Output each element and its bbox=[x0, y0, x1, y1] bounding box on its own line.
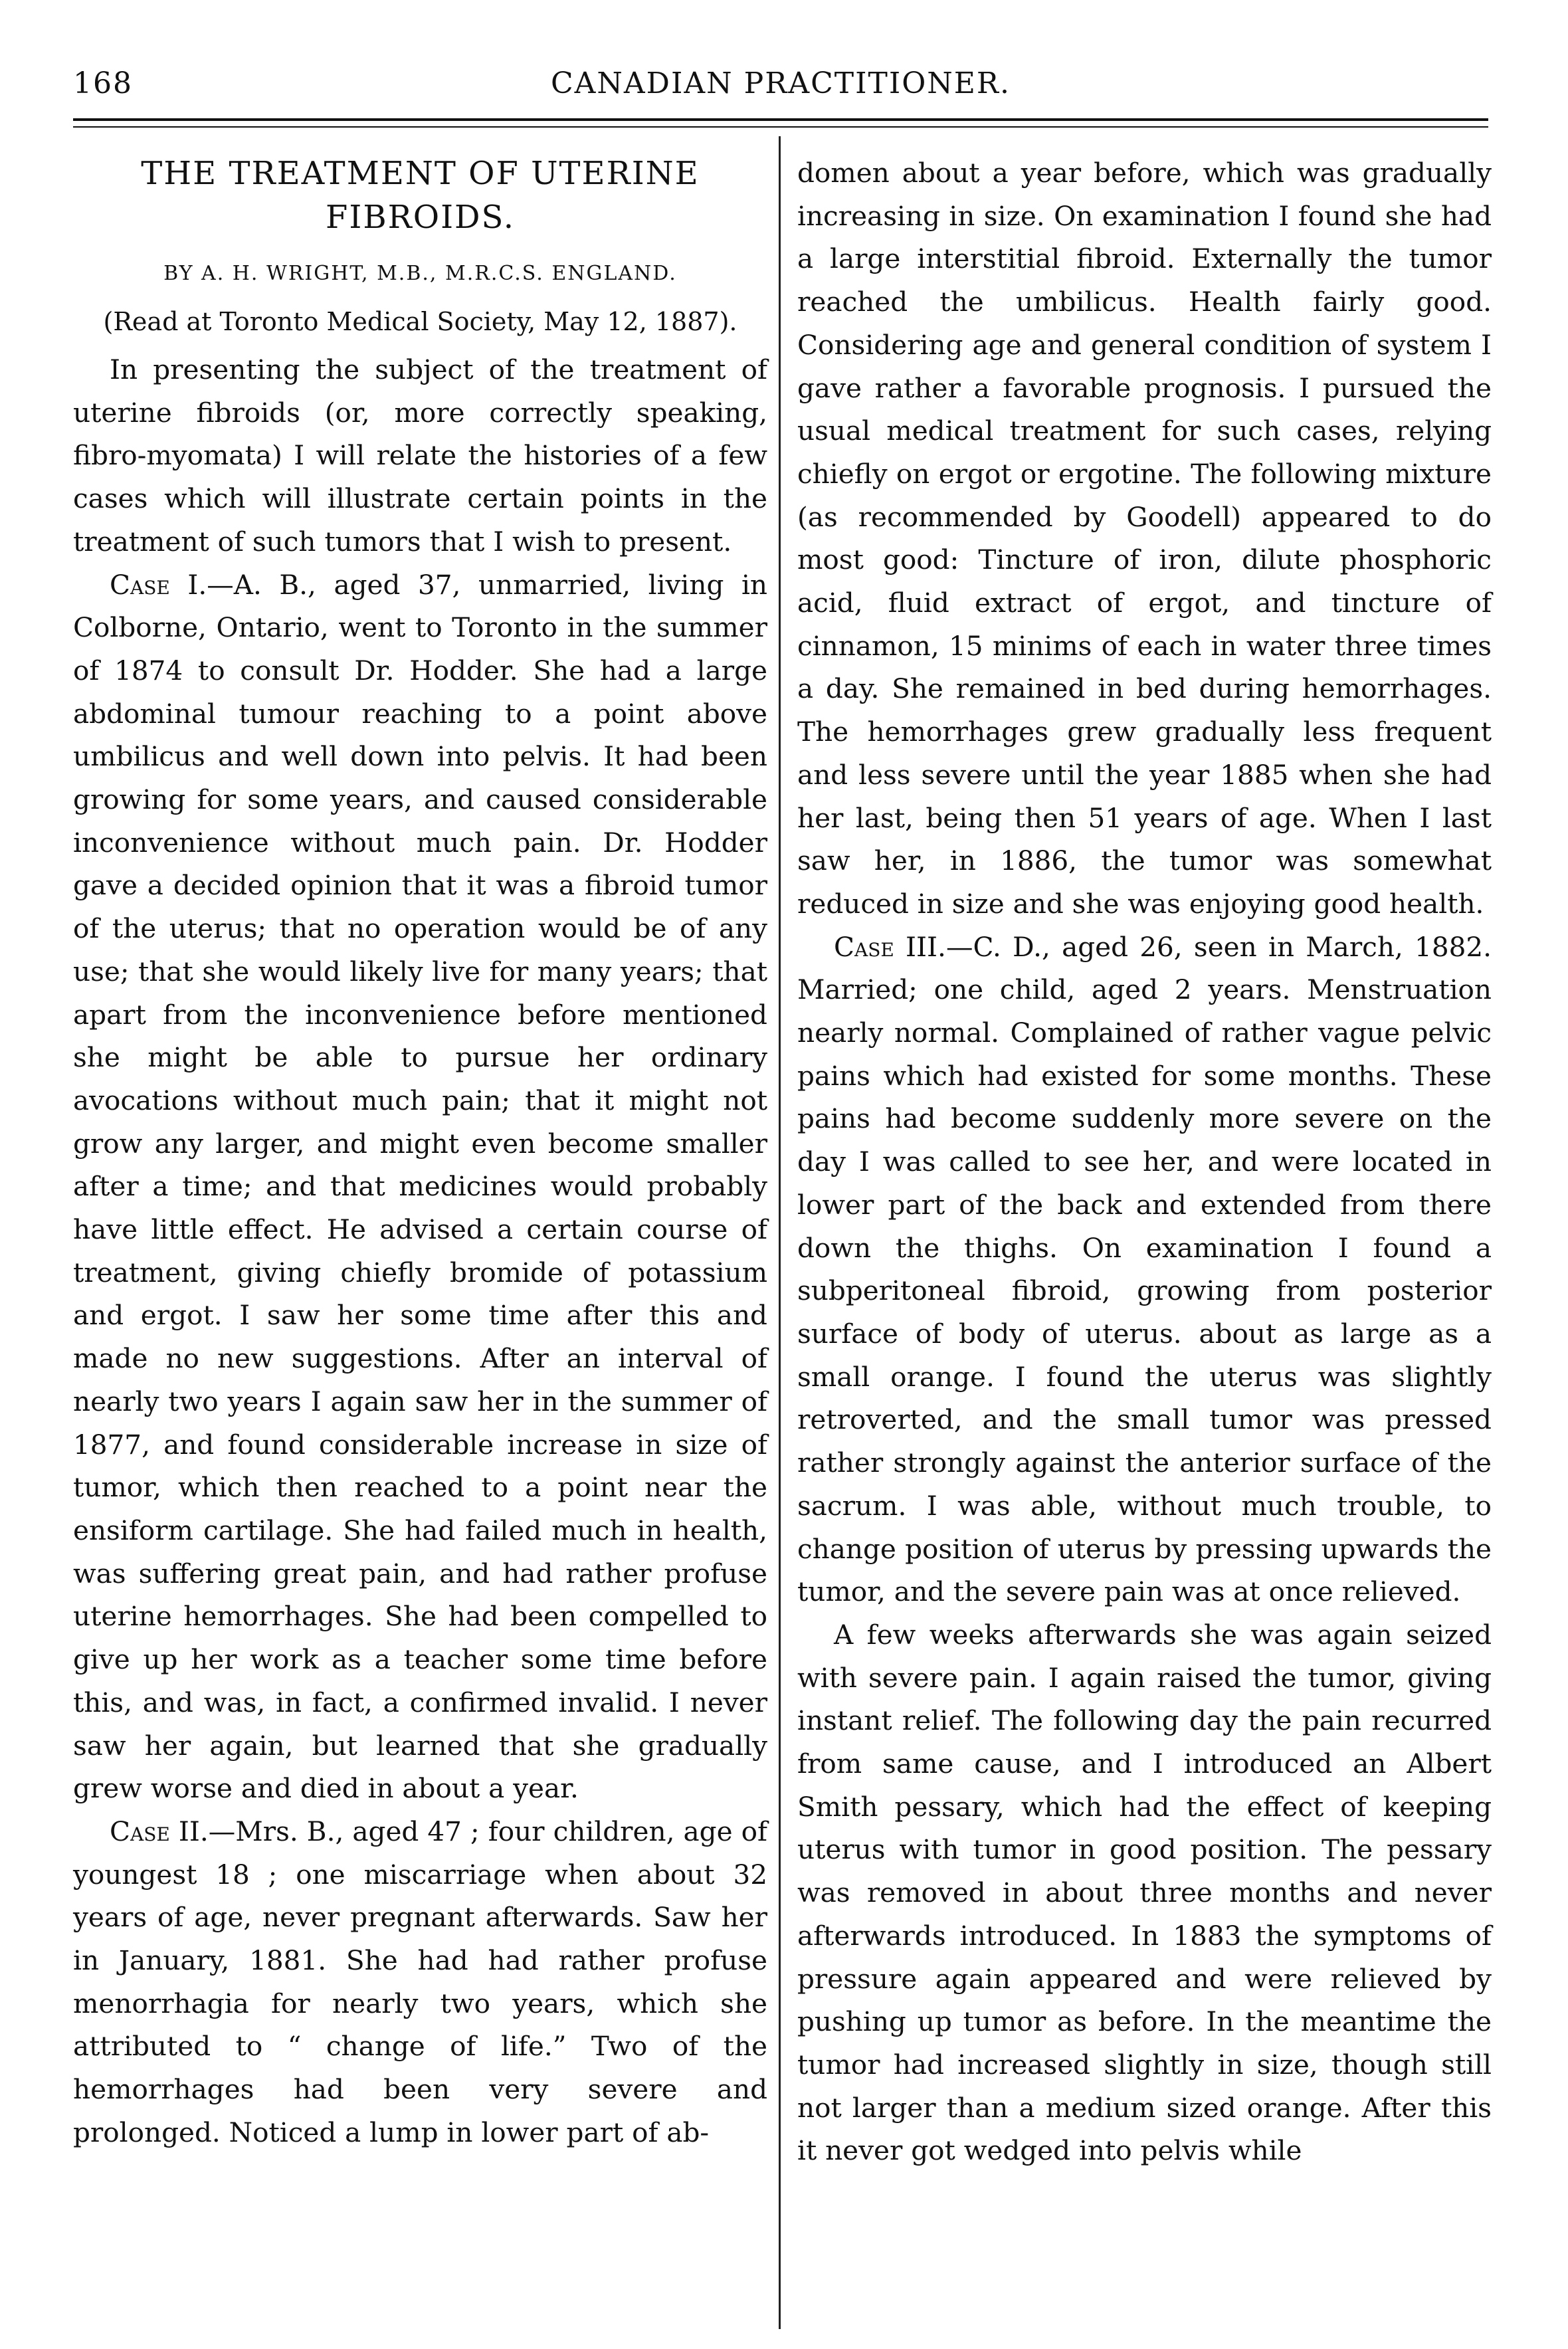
read-at-note: (Read at Toronto Medical Society, May 12, 1887). bbox=[103, 307, 737, 336]
header-rule-thick bbox=[73, 118, 1488, 121]
case2-heading: Case II. bbox=[110, 1815, 209, 1847]
case3-paragraph bbox=[797, 926, 1492, 1613]
case2-text-left: —Mrs. B., aged 47 ; four children, age of youngest 18 ; one miscarriage when about 32 years of age, never pregnant afterwards. Saw her in January, 1881. She had had rather profuse menorrhagia for nearly two years, which she attributed to “ change of life.” Two of the hemorrhages had been very severe and prolonged. Noticed a lump in lower part of ab- bbox=[73, 1815, 767, 2148]
case3-text: —C. D., aged 26, seen in March, 1882. Married; one child, aged 2 years. Menstruation nearly normal. Complained of rather vague pelvic pains which had existed for some months. These pains had become suddenly more severe on the day I was called to see her, and were located in lower part of the back and extended from there down the thighs. On examination I found a subperitoneal fibroid, growing from posterior surface of body of uterus. about as large as a small orange. I found the uterus was slightly retroverted, and the small tumor was pressed rather strongly against the anterior surface of the sacrum. I was able, without much trouble, to change position of uterus by pressing upwards the tumor, and the severe pain was at once relieved. bbox=[797, 930, 1492, 1608]
case3-followup-paragraph: A few weeks afterwards she was again seized with severe pain. I again raised the tumor, giving instant relief. The following day the pain recurred from same cause, and I introduced an Albert Smith pessary, which had the effect of keeping uterus with tumor in good position. The pessary was removed in about three months and never afterwards introduced. In 1883 the symptoms of pressure again appeared and were relieved by pushing up tumor as before. In the meantime the tumor had increased slightly in size, though still not larger than a medium sized orange. After this it never got wedged into pelvis while bbox=[797, 1618, 1492, 2167]
column-divider bbox=[779, 136, 781, 2329]
case1-heading: Case I. bbox=[110, 568, 207, 601]
case2-paragraph bbox=[73, 1810, 767, 2154]
running-head bbox=[73, 66, 1488, 113]
page-number: 168 bbox=[73, 66, 133, 100]
left-column bbox=[73, 152, 767, 2154]
byline: BY A. H. WRIGHT, M.B., M.R.C.S. ENGLAND. bbox=[163, 262, 677, 285]
header-rule-thin bbox=[73, 126, 1488, 128]
case1-paragraph bbox=[73, 563, 767, 1810]
case1-text: —A. B., aged 37, unmarried, living in Colborne, Ontario, went to Toronto in the summer of 1874 to consult Dr. Hodder. She had a large abdominal tumour reaching to a point above umbilicus and well down into pelvis. It had been growing for some years, and caused considerable inconvenience without much pain. Dr. Hodder gave a decided opinion that it was a fibroid tumor of the uterus; that no operation would be of any use; that she would likely live for many years; that apart from the inconvenience before mentioned she might be able to pursue her ordinary avocations without much pain; that it might not grow any larger, and might even become smaller after a time; and that medicines would probably have little effect. He advised a certain course of treatment, giving chiefly bromide of potassium and ergot. I saw her some time after this and made no new suggestions. After an interval of nearly two years I again saw her in the summer of 1877, and found considerable increase in size of tumor, which then reached to a point near the ensiform cartilage. She had failed much in health, was suffering great pain, and had rather profuse uterine hemorrhages. She had been compelled to give up her work as a teacher some time before this, and was, in fact, a confirmed invalid. I never saw her again, but learned that she gradually grew worse and died in about a year. bbox=[73, 568, 767, 1805]
journal-title: CANADIAN PRACTITIONER. bbox=[550, 66, 1011, 100]
right-column bbox=[797, 152, 1492, 2172]
article-title: THE TREATMENT OF UTERINE FIBROIDS. bbox=[141, 155, 700, 236]
intro-paragraph: In presenting the subject of the treatment of uterine fibroids (or, more correctly speaking, fibro-myomata) I will relate the histories of a few cases which will illustrate certain points in the treatment of such tumors that I wish to present. bbox=[73, 354, 767, 558]
case2-continuation: domen about a year before, which was gradually increasing in size. On examination I found she had a large interstitial fibroid. Externally the tumor reached the umbilicus. Health fairly good. Considering age and general condition of system I gave rather a favorable prognosis. I pursued the usual medical treatment for such cases, relying chiefly on ergot or ergotine. The following mixture (as recommended by Goodell) appeared to do most good: Tincture of iron, dilute phosphoric acid, fluid extract of ergot, and tincture of cinnamon, 15 minims of each in water three times a day. She remained in bed during hemorrhages. The hemorrhages grew gradually less frequent and less severe until the year 1885 when she had her last, being then 51 years of age. When I last saw her, in 1886, the tumor was somewhat reduced in size and she was enjoying good health. bbox=[797, 157, 1492, 920]
case3-heading: Case III. bbox=[834, 930, 946, 963]
